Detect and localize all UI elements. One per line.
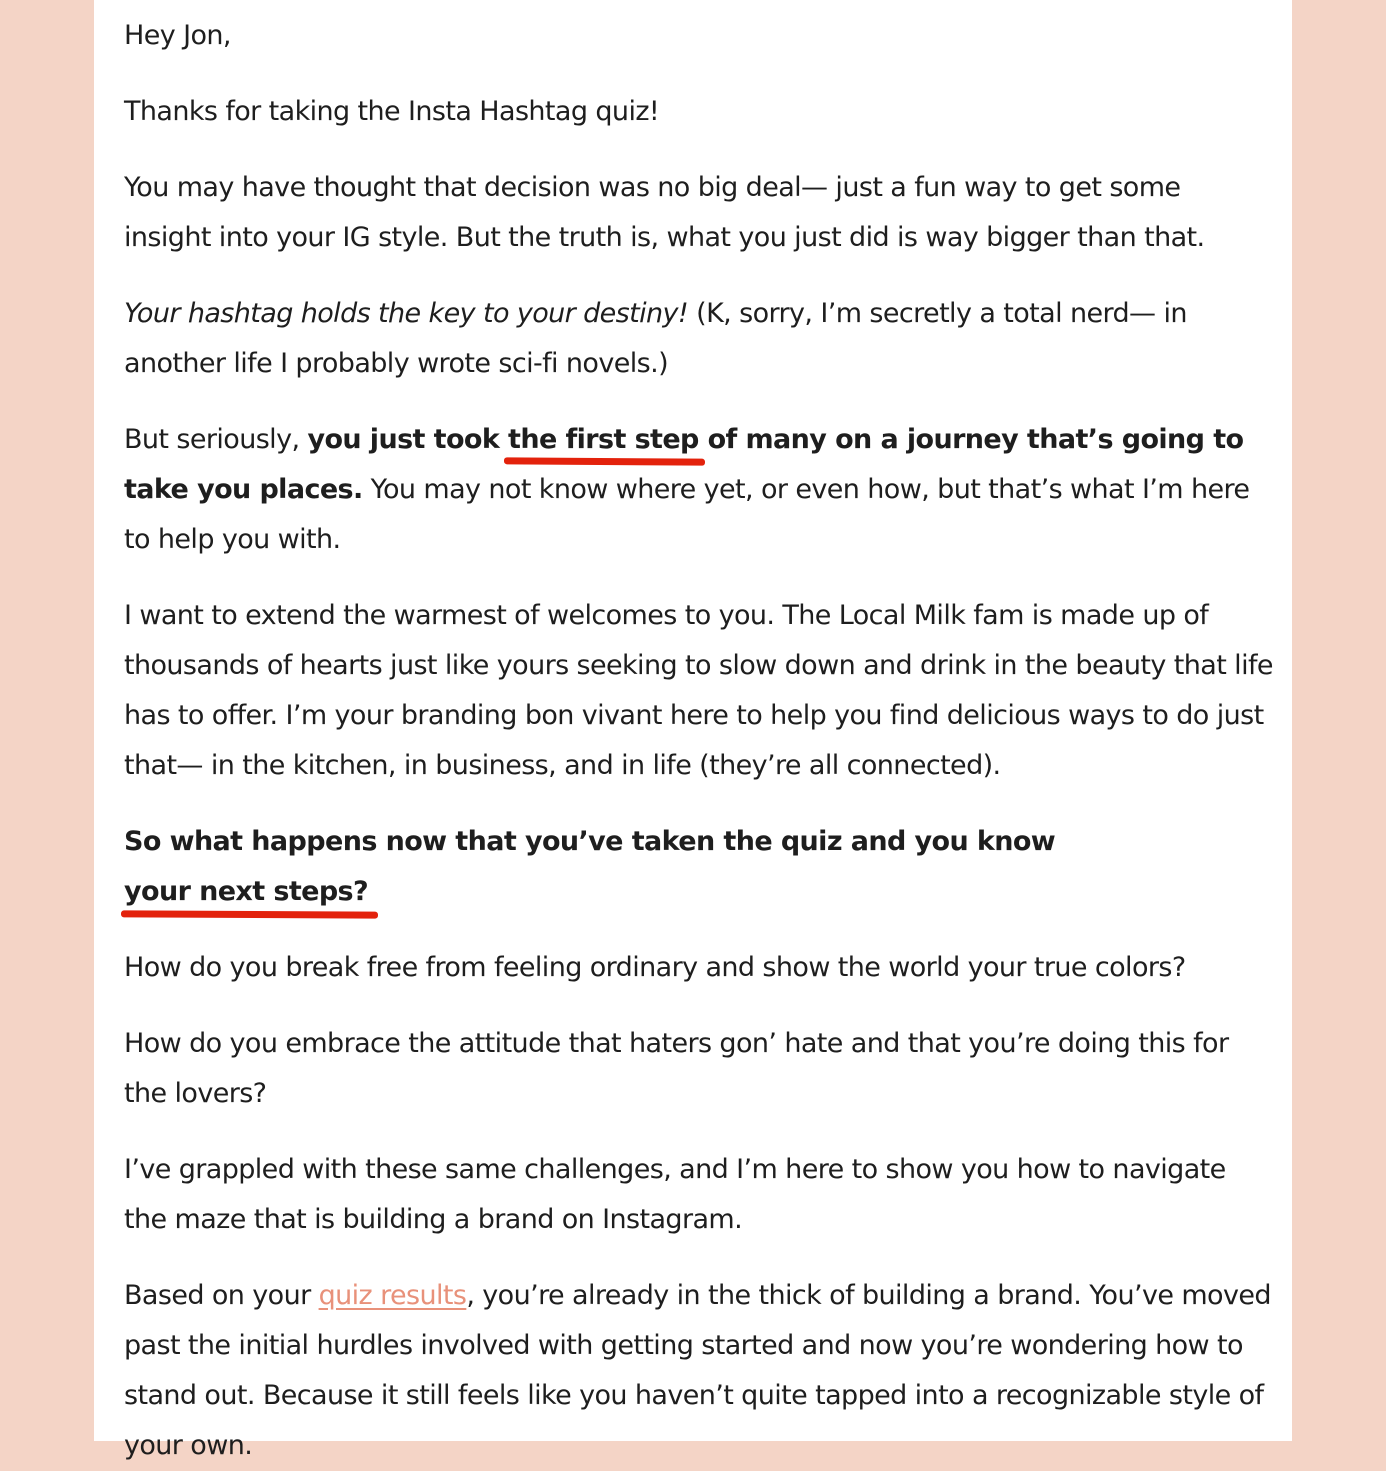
seriously-rest: You may not know where yet, or even how, but that’s what I’m here to help you with. [124,474,1250,555]
seriously-bold-b: of many on a journey that’s going to take you places. [124,424,1244,505]
paragraph-grappled: I’ve grappled with these same challenges, and I’m here to show you how to navigate the maze that is building a brand on Instagram. [124,1154,1226,1235]
seriously-bold-a: you just took [307,424,509,455]
seriously-lead: But seriously, [124,424,308,455]
paragraph-thanks: Thanks for taking the Insta Hashtag quiz! [124,96,660,127]
question-bold: So what happens now that you’ve taken the quiz and you know [124,826,1056,857]
greeting: Hey Jon, [124,20,231,51]
first-step-highlight: the first step [508,415,699,465]
destiny-rest: (K, sorry, I’m secretly a total nerd— in another life I probably wrote sci-fi novels.) [124,298,1187,379]
destiny-italic: Your hashtag holds the key to your destiny! [124,298,689,329]
paragraph-destiny [124,289,1274,389]
paragraph-seriously [124,415,1274,565]
next-steps-highlight: your next steps? [124,867,368,917]
paragraph-decision: You may have thought that decision was no big deal— just a fun way to get some insight into your IG style. But the truth is, what you just did is way bigger than that. [124,172,1205,253]
paragraph-welcome: I want to extend the warmest of welcomes to you. The Local Milk fam is made up of thousands of hearts just like yours seeking to slow down and drink in the beauty that life has to offer. I’m your branding bon vivant here to help you find delicious ways to do just that— in the kitchen, in business, and in life (they’re all connected). [124,600,1273,781]
paragraph-embrace: How do you embrace the attitude that haters gon’ hate and that you’re doing this for the lovers? [124,1028,1229,1109]
paragraph-based [124,1271,1274,1471]
email-body [124,0,1274,1471]
paragraph-question [124,817,1274,917]
paragraph-break-free: How do you break free from feeling ordinary and show the world your true colors? [124,952,1186,983]
quiz-results-link[interactable]: quiz results [318,1280,467,1311]
email-card [94,0,1292,1461]
based-lead: Based on your [124,1280,319,1311]
based-rest: , you’re already in the thick of building a brand. You’ve moved past the initial hurdles involved with getting started and now you’re wondering how to stand out. Because it still feels like you haven’t quite tapped into a recognizable style of your own. [124,1280,1271,1461]
